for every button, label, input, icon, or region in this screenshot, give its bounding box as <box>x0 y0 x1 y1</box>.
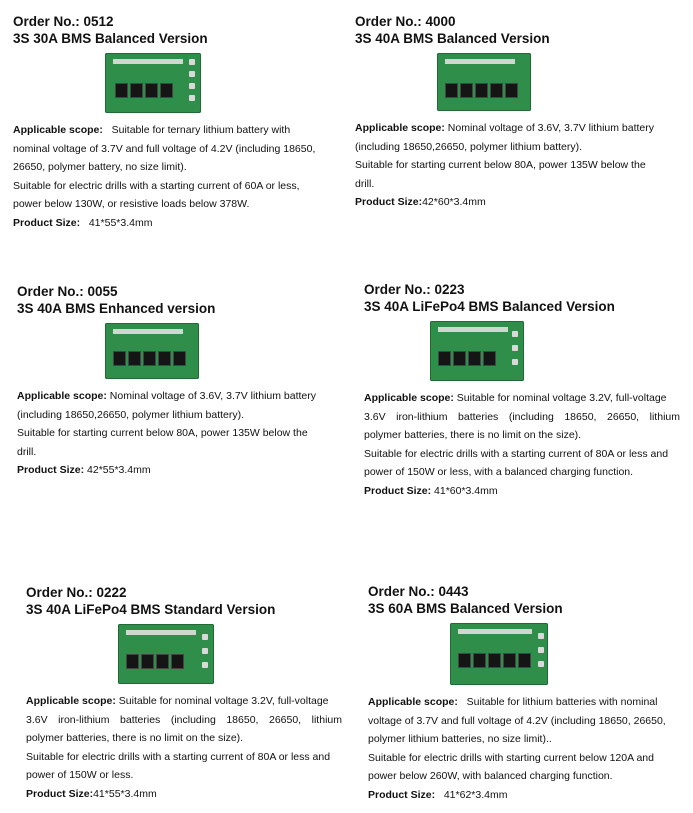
usage-text: Suitable for starting current below 80A, power 135W below the <box>355 159 646 171</box>
size-value: 42*55*3.4mm <box>84 464 151 476</box>
usage-text: Suitable for electric drills with a starting current of 80A or less and <box>364 447 669 460</box>
usage-text: Suitable for electric drills with a starting current of 80A or less and <box>26 750 331 763</box>
scope-text: (including 18650,26650, polymer lithium battery). <box>17 408 245 421</box>
scope-text: Nominal voltage of 3.6V, 3.7V lithium battery <box>106 390 317 402</box>
scope-text: 3.6V iron-lithium batteries (including 18650, 26650, lithium <box>364 410 680 423</box>
size-value: 41*55*3.4mm <box>80 216 153 229</box>
usage-text: Suitable for starting current below 80A, power 135W below the <box>17 427 308 439</box>
scope-text: polymer batteries, there is no limit on the size). <box>26 732 244 744</box>
order-number: Order No.: 0443 <box>368 584 469 599</box>
scope-text: nominal voltage of 3.7V and full voltage of 4.2V (including 18650, <box>13 142 316 155</box>
size-label: Product Size: <box>13 216 81 229</box>
order-number: Order No.: 0222 <box>26 585 127 600</box>
usage-text: power of 150W or less. <box>26 769 134 781</box>
bms-board-image <box>118 624 214 684</box>
order-number: Order No.: 4000 <box>355 14 456 29</box>
size-value: 42*60*3.4mm <box>422 196 486 208</box>
order-number: Order No.: 0223 <box>364 282 465 297</box>
scope-text: Suitable for nominal voltage 3.2V, full-voltage <box>453 392 667 404</box>
scope-label: Applicable scope: <box>368 696 458 708</box>
usage-text: power of 150W or less, with a balanced charging function. <box>364 466 634 478</box>
product-card-4000 <box>355 13 685 212</box>
bms-board-image <box>450 623 548 685</box>
size-label: Product Size: <box>17 464 85 476</box>
usage-text: Suitable for electric drills with starting current below 120A and <box>368 751 654 764</box>
product-card-0055 <box>17 283 335 480</box>
usage-text: Suitable for electric drills with a starting current of 60A or less, <box>13 179 300 192</box>
product-title: 3S 30A BMS Balanced Version <box>13 31 208 46</box>
scope-text: voltage of 3.7V and full voltage of 4.2V (including 18650, 26650, <box>368 714 666 727</box>
size-value: 41*55*3.4mm <box>93 787 157 800</box>
scope-label: Applicable scope: <box>364 392 454 404</box>
product-card-0222 <box>26 584 342 803</box>
product-title: 3S 60A BMS Balanced Version <box>368 601 563 616</box>
size-label: Product Size: <box>364 484 432 497</box>
size-label: Product Size: <box>26 787 94 800</box>
usage-text: power below 260W, with balanced charging function. <box>368 770 613 782</box>
size-value: 41*62*3.4mm <box>435 788 508 801</box>
order-number: Order No.: 0055 <box>17 284 118 299</box>
scope-text: Suitable for lithium batteries with nominal <box>457 696 658 708</box>
product-title: 3S 40A BMS Balanced Version <box>355 31 550 46</box>
usage-text: drill. <box>355 177 375 190</box>
product-card-0223 <box>364 281 680 500</box>
scope-text: Nominal voltage of 3.6V, 3.7V lithium battery <box>444 122 655 134</box>
bms-board-image <box>105 323 199 379</box>
bms-board-image <box>105 53 201 113</box>
scope-label: Applicable scope: <box>26 695 116 707</box>
scope-text: polymer lithium batteries, no size limit).. <box>368 733 552 745</box>
scope-label: Applicable scope: <box>355 122 445 134</box>
scope-text: Suitable for nominal voltage 3.2V, full-voltage <box>115 695 329 707</box>
scope-text: Suitable for ternary lithium battery with <box>102 124 291 136</box>
size-label: Product Size: <box>368 788 436 801</box>
usage-text: power below 130W, or resistive loads below 378W. <box>13 198 250 210</box>
scope-text: (including 18650,26650, polymer lithium battery). <box>355 140 583 153</box>
bms-board-image <box>437 53 531 111</box>
product-title: 3S 40A LiFePo4 BMS Standard Version <box>26 602 276 617</box>
product-card-0512 <box>13 13 338 232</box>
bms-board-image <box>430 321 524 381</box>
scope-label: Applicable scope: <box>13 124 103 136</box>
order-number: Order No.: 0512 <box>13 14 114 29</box>
product-card-0443 <box>368 583 684 804</box>
scope-text: polymer batteries, there is no limit on the size). <box>364 429 582 441</box>
scope-text: 3.6V iron-lithium batteries (including 18650, 26650, lithium <box>26 713 342 726</box>
size-label: Product Size: <box>355 196 423 208</box>
scope-label: Applicable scope: <box>17 390 107 402</box>
size-value: 41*60*3.4mm <box>431 484 498 497</box>
scope-text: 26650, polymer battery, no size limit). <box>13 161 187 173</box>
product-title: 3S 40A LiFePo4 BMS Balanced Version <box>364 299 615 314</box>
usage-text: drill. <box>17 445 37 458</box>
product-title: 3S 40A BMS Enhanced version <box>17 301 216 316</box>
